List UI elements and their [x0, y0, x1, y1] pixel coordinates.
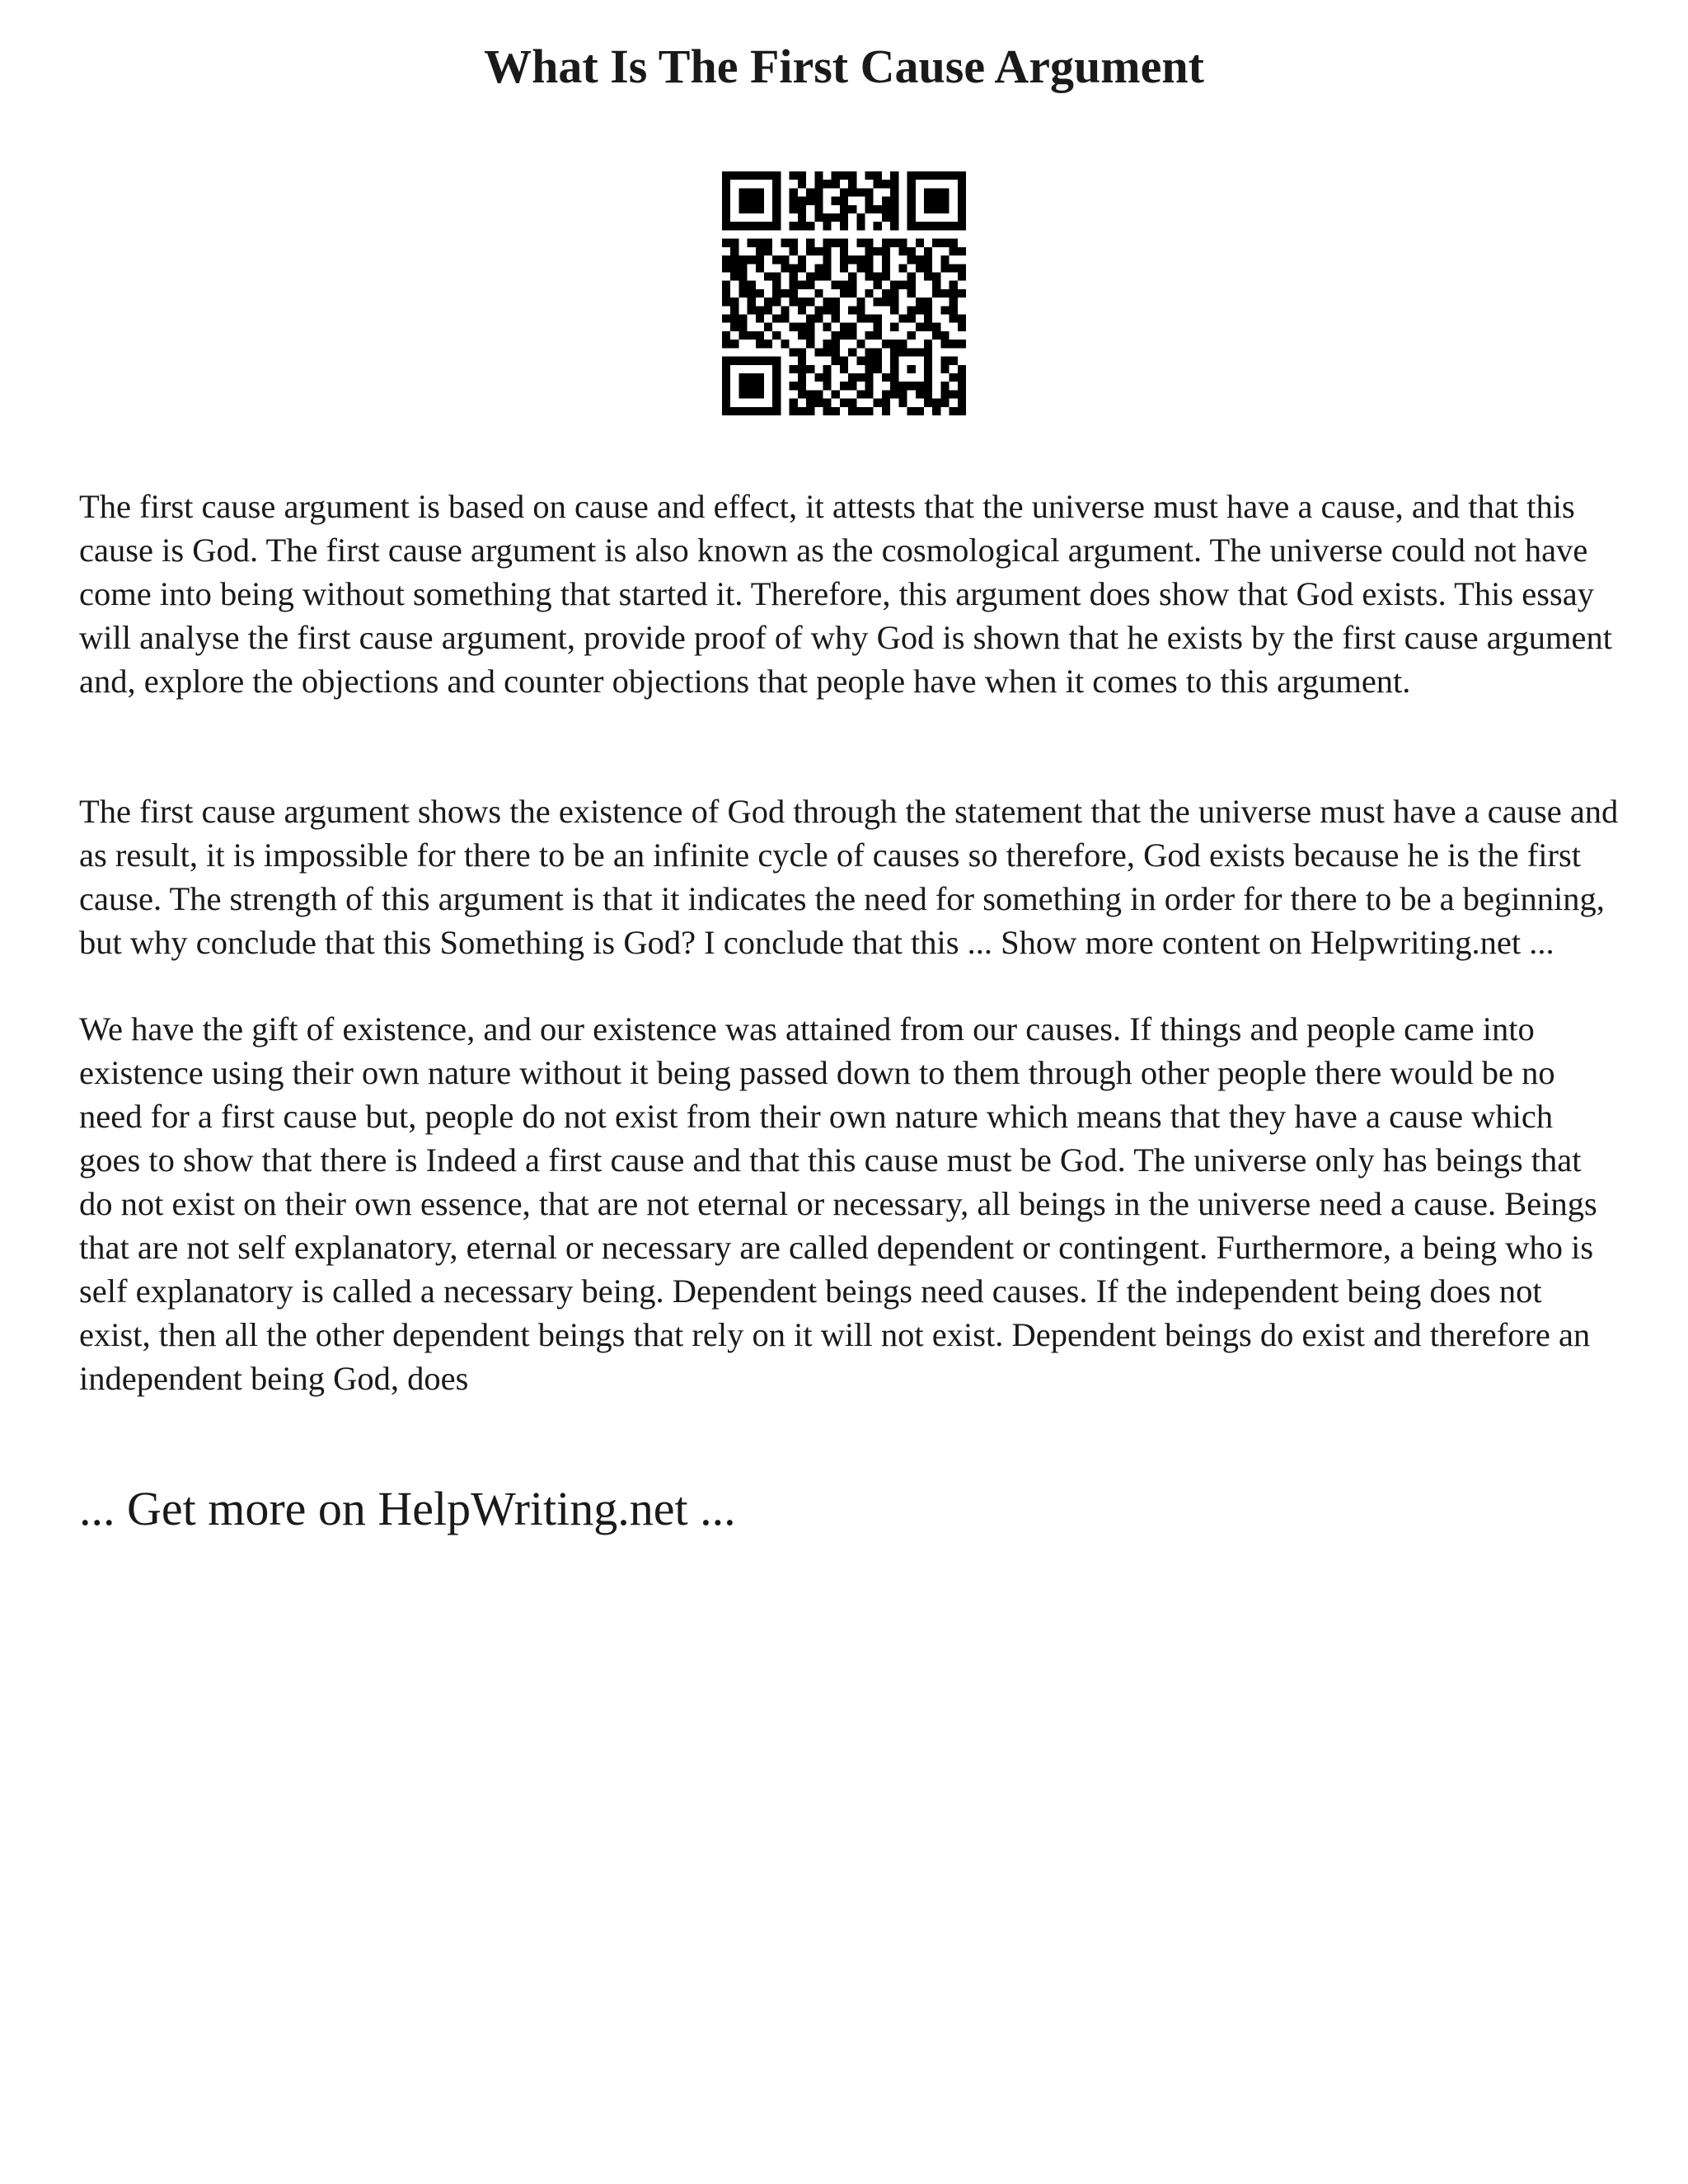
qr-code-icon [722, 171, 966, 415]
paragraph-existence: We have the gift of existence, and our existence was attained from our causes. If things and people came into existence using their own nature without it being passed down to them through other people there would be no need for a first cause but, people do not exist from their own nature which means that they have a cause which goes to show that there is Indeed a first cause and that this cause must be God. The universe only has beings that do not exist on their own essence, that are not eternal or necessary, all beings in the universe need a cause. Beings that are not self explanatory, eternal or necessary are called dependent or contingent. Furthermore, a being who is self explanatory is called a necessary being. Dependent beings need causes. If the independent being does not exist, then all the other dependent beings that rely on it will not exist. Dependent beings do exist and therefore an independent being God, does [79, 1010, 1597, 1397]
page-title: What Is The First Cause Argument [484, 40, 1204, 93]
paragraph-argument: The first cause argument shows the existence of God through the statement that the universe must have a cause and as result, it is impossible for there to be an infinite cycle of causes so therefore, God exists because he is the first cause. The strength of this argument is that it indicates the need for something in order for there to be a beginning, but why conclude that this Something is God? I conclude that this ... Show more content on Helpwriting.net ... [79, 793, 1619, 961]
get-more-link[interactable]: ... Get more on HelpWriting.net ... [79, 1482, 736, 1535]
paragraph-intro: The first cause argument is based on cause and effect, it attests that the universe must have a cause, and that this cause is God. The first cause argument is also known as the cosmological argument. The universe could not have come into being without something that started it. Therefore, this argument does show that God exists. This essay will analyse the first cause argument, provide proof of why God is shown that he exists by the first cause argument and, explore the objections and counter objections that people have when it comes to this argument. [79, 488, 1612, 700]
